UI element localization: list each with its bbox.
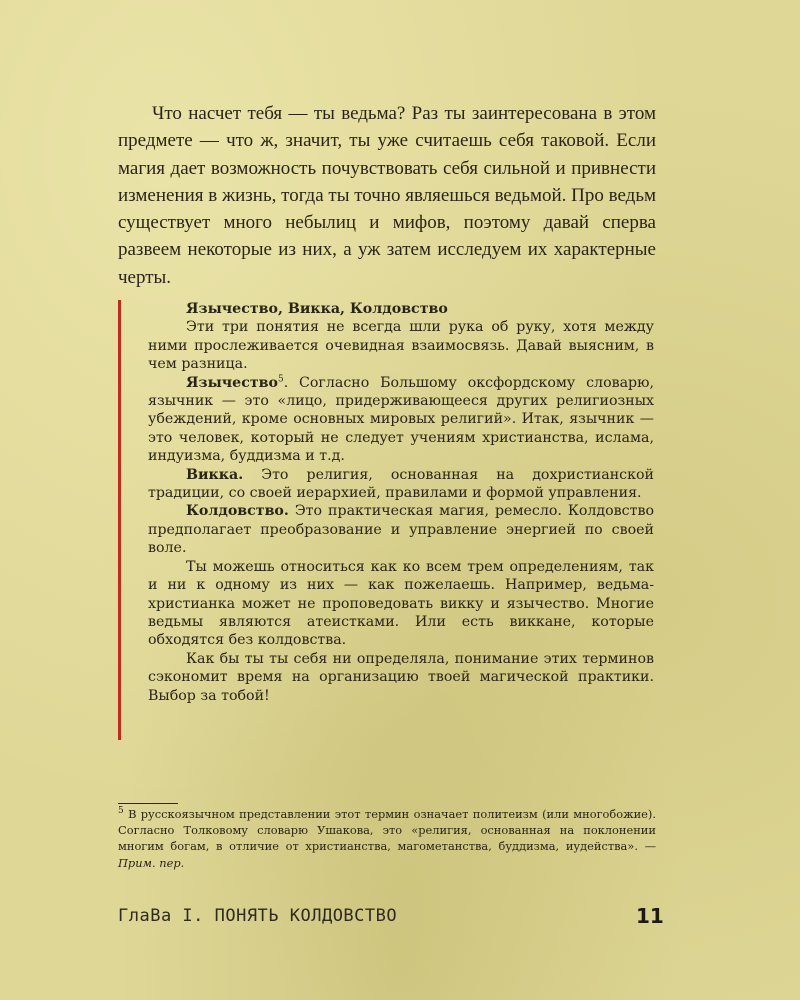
sidebar-paragraph-6: Как бы ты ты себя ни определяла, понимание этих терминов сэкономит время на организацию твоей магической практики. Выбор за тобой! — [148, 650, 654, 704]
wicca-term: Викка. — [186, 466, 244, 483]
footnote — [118, 806, 656, 871]
wicca-definition: Это религия, основанная на дохристианской традиции, со своей иерархией, правилами и формой управления. — [148, 466, 654, 502]
footnote-text: В русскоязычном представлении этот термин означает политеизм (или многобожие). Согласно Толковому словарю Ушакова, это «религия, основанная на поклонении многим богам, в отличие от христианства, магометанства, буддизма, иудейства». — — [118, 807, 656, 854]
sidebar-title: Язычество, Викка, Колдовство — [186, 301, 448, 317]
footnote-divider — [118, 803, 178, 804]
sidebar-red-rule — [118, 300, 121, 740]
sidebar-paragraph-5: Ты можешь относиться как ко всем трем определениям, так и ни к одному из них — как пожелаешь. Например, ведьма-христианка может не проповедовать викку и язычество. Многие ведьмы являются атеистками. Или есть викканe, которые обходятся без колдовства. — [148, 558, 654, 649]
sidebar-text — [148, 300, 654, 705]
sidebar-witchcraft — [148, 502, 654, 557]
page-number: 11 — [636, 904, 664, 928]
intro-paragraph: Что насчет тебя — ты ведьма? Раз ты заинтересована в этом предмете — что ж, значит, ты уже считаешь себя таковой. Если магия дает возможность почувствовать себя сильной и привнести изменения в жизнь, тогда ты точно являешься ведьмой. Про ведьм существует много небылиц и мифов, поэтому давай сперва развеем некоторые из них, а уж затем исследуем их характерные черты. — [118, 103, 657, 288]
footnote-number: 5 — [118, 806, 124, 817]
witchcraft-term: Колдовство. — [186, 503, 289, 520]
sidebar-intro: Эти три понятия не всегда шли рука об руку, хотя между ними прослеживается очевидная взаимосвязь. Давай выясним, в чем разница. — [148, 319, 654, 373]
footnote-translator-note: Прим. пер. — [118, 855, 185, 870]
paganism-definition: . Согласно Большому оксфордскому словарю, язычник — это «лицо, придерживающееся других религиозных убеждений, кроме основных мировых религий». Итак, язычник — это человек, который не следует учениям христианства, ислама, индуизма, буддизма и т.д. — [148, 374, 654, 465]
running-footer-chapter: ГлаВа I. ПОНЯТЬ КОЛДОВСТВО — [118, 906, 398, 926]
sidebar-wicca — [148, 466, 654, 503]
sidebar-box — [118, 300, 656, 740]
witchcraft-definition: Это практическая магия, ремесло. Колдовство предполагает преобразование и управление энергией по своей воле. — [148, 503, 654, 557]
paganism-term: Язычество — [186, 374, 278, 391]
sidebar-paganism — [148, 374, 654, 466]
footnote-ref[interactable]: 5 — [277, 373, 284, 384]
